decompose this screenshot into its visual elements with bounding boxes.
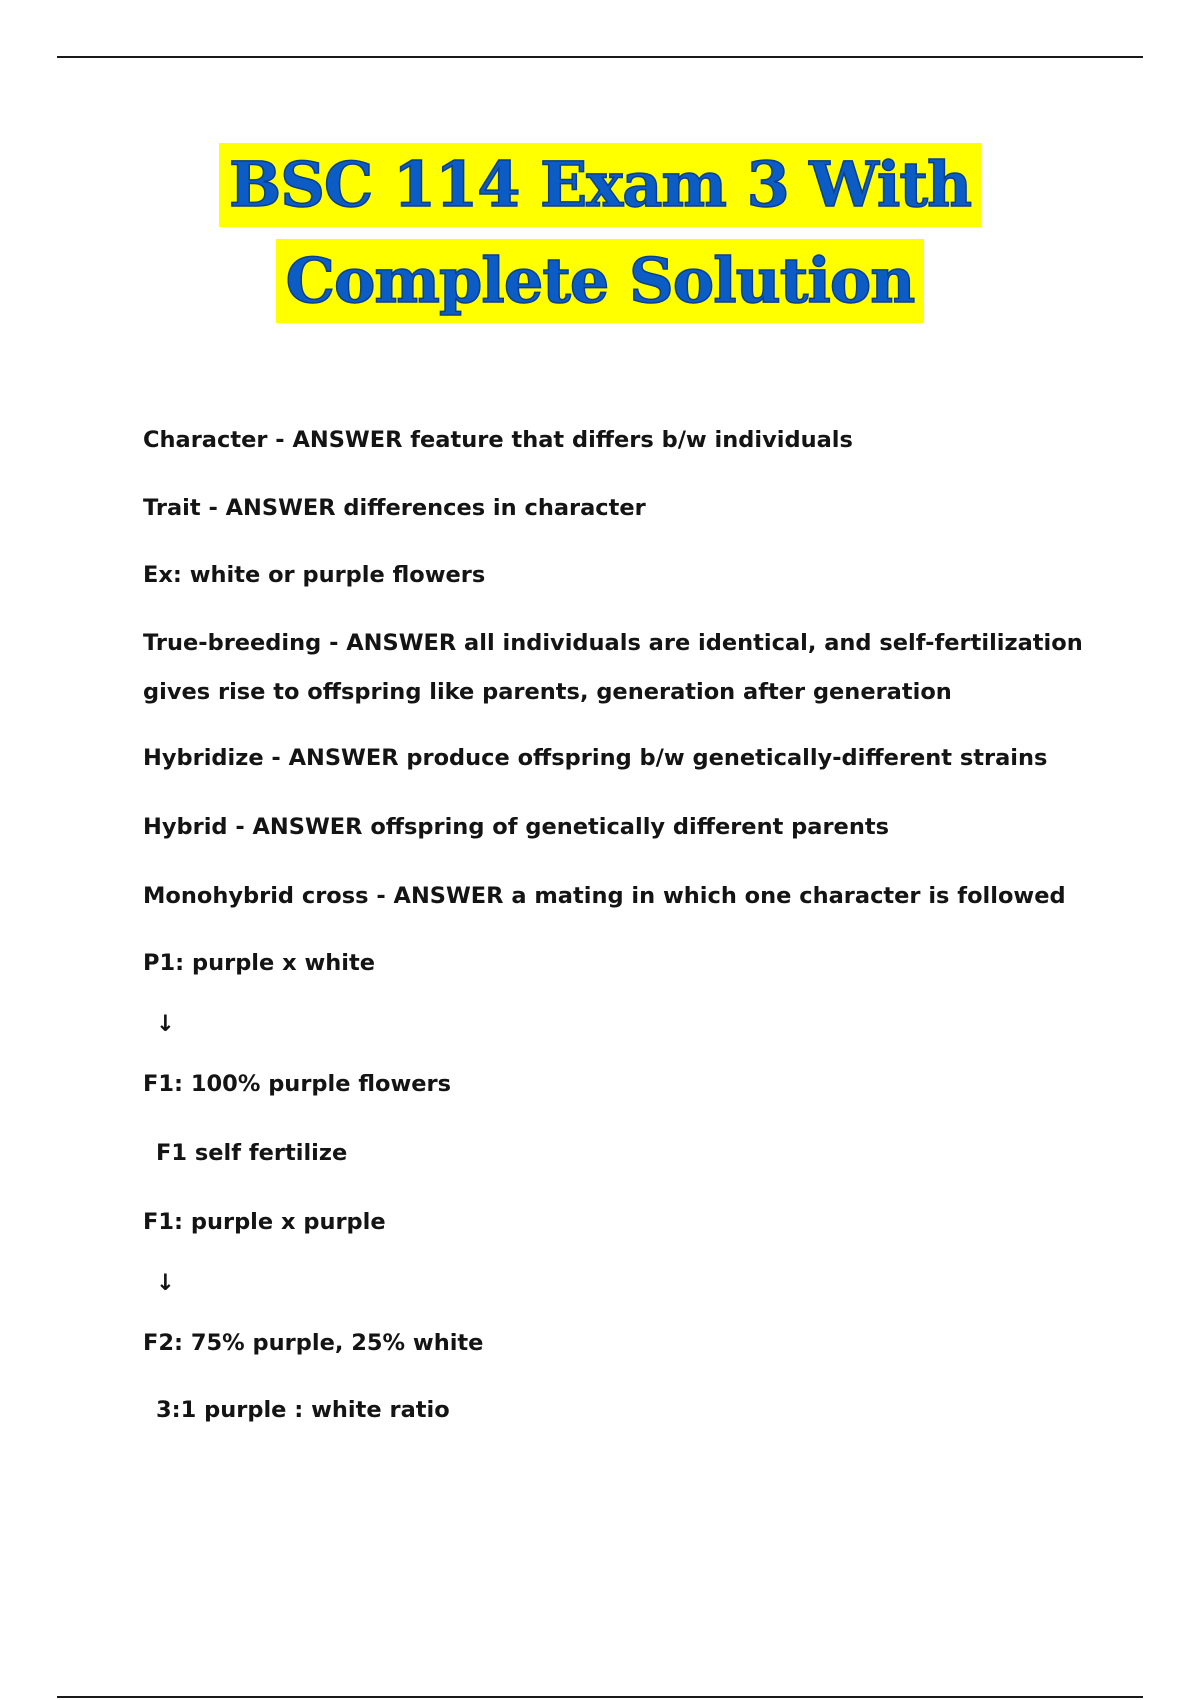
cross-f2-result: F2: 75% purple, 25% white	[143, 1330, 484, 1356]
title-line-1-wrapper	[0, 143, 1200, 239]
entry-hybridize: Hybridize - ANSWER produce offspring b/w genetically-different strains	[143, 745, 1048, 771]
title-line-2: Complete Solution	[276, 239, 925, 323]
entry-true-breeding: True-breeding - ANSWER all individuals are identical, and self-fertilization	[143, 630, 1083, 656]
down-arrow-icon: ↓	[156, 1011, 175, 1037]
entry-hybrid: Hybrid - ANSWER offspring of genetically different parents	[143, 814, 889, 840]
cross-p1: P1: purple x white	[143, 950, 375, 976]
cross-f1-parents: F1: purple x purple	[143, 1209, 386, 1235]
document-title	[0, 143, 1200, 335]
cross-f1-self-fertilize: F1 self fertilize	[156, 1140, 348, 1166]
entry-monohybrid-cross: Monohybrid cross - ANSWER a mating in which one character is followed	[143, 883, 1066, 909]
cross-ratio: 3:1 purple : white ratio	[156, 1397, 450, 1423]
title-line-1: BSC 114 Exam 3 With	[219, 143, 981, 227]
entry-example: Ex: white or purple flowers	[143, 562, 486, 588]
down-arrow-icon: ↓	[156, 1270, 175, 1296]
entry-true-breeding-cont: gives rise to offspring like parents, generation after generation	[143, 679, 952, 705]
cross-f1-result: F1: 100% purple flowers	[143, 1071, 452, 1097]
bottom-divider	[57, 1696, 1143, 1698]
title-line-2-wrapper	[0, 239, 1200, 335]
entry-trait: Trait - ANSWER differences in character	[143, 495, 646, 521]
top-divider	[57, 56, 1143, 58]
entry-character: Character - ANSWER feature that differs b/w individuals	[143, 427, 853, 453]
